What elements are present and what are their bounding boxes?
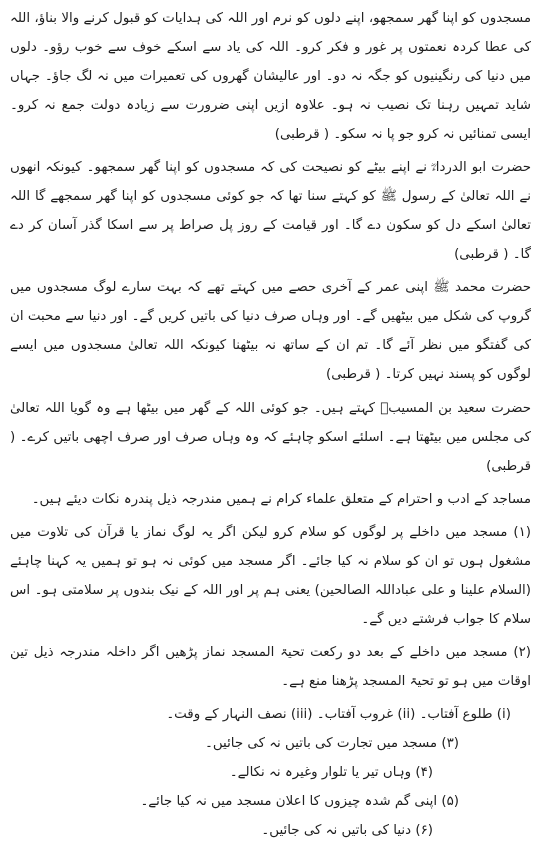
paragraph-abu-darda-advice: حضرت ابو الدرداءؓ نے اپنے بیٹے کو نصیحت کی کہ مسجدوں کو اپنا گھر سمجھو۔ کیونکہ انھوں نے اللہ تعالیٰ کے رسول ﷺ کو کہتے سنا تھا کہ جو کوئی مسجدوں کو اپنا گھر سمجھے گا اللہ تعالیٰ اسکے دل کو سکون دے گا۔ اور قیامت کے روز پل صراط پر سے اسکا گذر آسان کر دے گا۔ ( قرطبی)	[10, 160, 531, 262]
rule-4-no-weapons: (۴) وہاں تیر یا تلوار وغیرہ نہ نکالے۔	[229, 765, 433, 780]
rule-3-no-trade-talk: (۳) مسجد میں تجارت کی باتیں نہ کی جائیں۔	[204, 736, 459, 751]
rule-1-greeting: (۱) مسجد میں داخلے پر لوگوں کو سلام کرو لیکن اگر یہ لوگ نماز یا قرآن کی تلاوت میں مشغول ہوں تو ان کو سلام نہ کیا جائے۔ اگر مسجد میں کوئی نہ ہو تو ہمیں یہ کہنا چاہئے (السلام علینا و علی عباداللہ الصالحین) یعنی ہم پر اور اللہ کے نیک بندوں پر سلامتی ہو۔ اس سلام کا جواب فرشتے دیں گے۔	[10, 525, 531, 627]
rule-6-no-worldly-talk: (۶) دنیا کی باتیں نہ کی جائیں۔	[261, 823, 433, 838]
rule-5-no-lost-items-announcement: (۵) اپنی گم شدہ چیزوں کا اعلان مسجد میں نہ کیا جائے۔	[140, 794, 459, 809]
paragraph-saeed-ibn-musayyib: حضرت سعید بن المسیبؒ کہتے ہیں۔ جو کوئی اللہ کے گھر میں بیٹھا ہے وہ گویا اللہ تعالیٰ کی مجلس میں بیٹھتا ہے۔ اسلئے اسکو چاہئے کہ وہ وہاں صرف اور صرف اچھی باتیں کرے۔ ( قرطبی)	[10, 401, 531, 474]
rule-2-tahiyyat-al-masjid: (۲) مسجد میں داخلے کے بعد دو رکعت تحیۃ المسجد نماز پڑھیں اگر داخلہ مندرجہ ذیل تین اوقات میں ہو تو تحیۃ المسجد پڑھنا منع ہے۔	[10, 645, 531, 689]
paragraph-mosques-as-home: مسجدوں کو اپنا گھر سمجھو، اپنے دلوں کو نرم اور اللہ کی ہدایات کو قبول کرنے والا بناؤ، اللہ کی عطا کردہ نعمتوں پر غور و فکر کرو۔ اللہ کی یاد سے اسکے خوف سے خوب رؤو۔ دلوں میں دنیا کی رنگینیوں کو جگہ نہ دو۔ اور عالیشان گھروں کی تعمیرات میں نہ لگ جاؤ۔ جہاں شاید تمہیں رہنا تک نصیب نہ ہو۔ علاوہ ازیں اپنی ضرورت سے زیادہ دولت جمع نہ کرو۔ ایسی تمنائیں نہ کرو جو پا نہ سکو۔ ( قرطبی)	[10, 11, 531, 142]
paragraph-fifteen-points-intro: مساجد کے ادب و احترام کے متعلق علماء کرام نے ہمیں مندرجہ ذیل پندرہ نکات دیئے ہیں۔	[31, 492, 531, 507]
forbidden-times-list: (i) طلوع آفتاب۔ (ii) غروب آفتاب۔ (iii) نصف النہار کے وقت۔	[166, 707, 511, 722]
paragraph-prophet-warning: حضرت محمد ﷺ اپنی عمر کے آخری حصے میں کہتے تھے کہ بہت سارے لوگ مسجدوں میں گروپ کی شکل میں بیٹھیں گے۔ اور وہاں صرف دنیا کی باتیں کریں گے۔ اور دنیا سے محبت ان کی گفتگو میں نظر آئے گا۔ تم ان کے ساتھ نہ بیٹھنا کیونکہ اللہ تعالیٰ مسجدوں میں ایسے لوگوں کو پسند نہیں کرتا۔ ( قرطبی)	[10, 280, 531, 382]
